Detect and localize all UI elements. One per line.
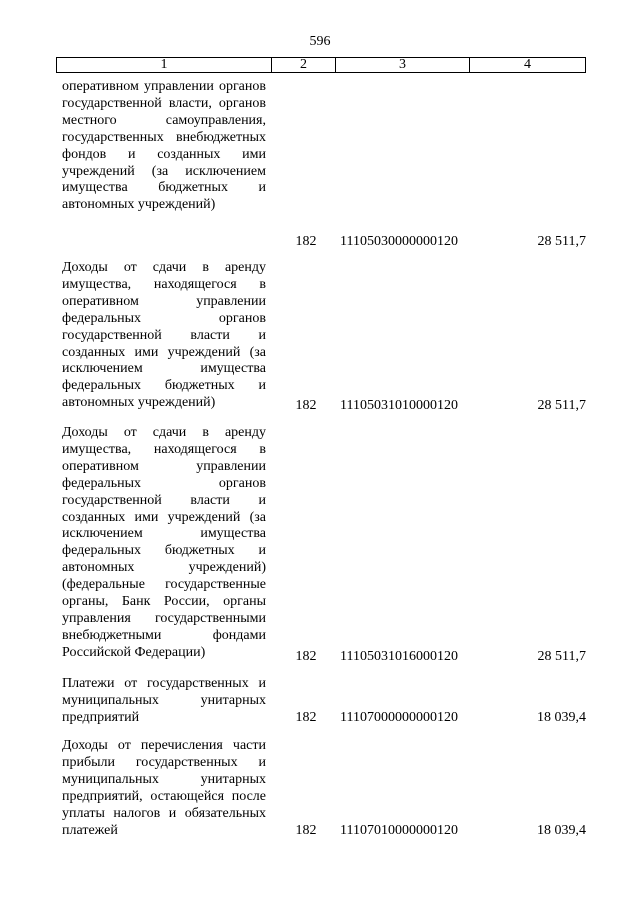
row-kbk-code: 11107010000000120	[340, 823, 458, 838]
row-kbk-code: 11105030000000120	[340, 234, 458, 249]
header-col-1: 1	[160, 57, 168, 72]
row-description: Платежи от государственных и муниципальных унитарных предприятий	[62, 676, 266, 725]
row-amount: 28 511,7	[537, 398, 586, 413]
header-col-4: 4	[469, 58, 585, 72]
row-amount: 28 511,7	[537, 234, 586, 249]
row-amount: 28 511,7	[537, 649, 586, 664]
row-amount: 18 039,4	[537, 823, 586, 838]
row-description: оперативном управлении органов государственной власти, органов местного самоуправления, государственных внебюджетных фондов и созданных ими учреждений (за исключением имущества бюджетных и автономных учреждений)	[62, 79, 266, 213]
page-number: 596	[309, 34, 331, 49]
row-description: Доходы от сдачи в аренду имущества, находящегося в оперативном управлении федеральных органов государственной власти и созданных ими учреждений (за исключением имущества федеральных бюджетных и автономных учреждений)	[62, 260, 266, 411]
row-admin-code: 182	[295, 649, 317, 664]
table-header	[56, 57, 586, 73]
row-admin-code: 182	[295, 710, 317, 725]
row-admin-code: 182	[295, 234, 317, 249]
row-kbk-code: 11105031010000120	[340, 398, 458, 413]
row-description: Доходы от сдачи в аренду имущества, находящегося в оперативном управлении федеральных органов государственной власти и созданных ими учреждений (за исключением имущества федеральных бюджетных и автономных учреждений) (федеральные государственные органы, Банк России, органы управления государственными внебюджетными фондами Российской Федерации)	[62, 425, 266, 660]
row-kbk-code: 11105031016000120	[340, 649, 458, 664]
row-description: Доходы от перечисления части прибыли государственных и муниципальных унитарных предприятий, остающейся после уплаты налогов и обязательных платежей	[62, 738, 266, 838]
row-admin-code: 182	[295, 398, 317, 413]
row-admin-code: 182	[295, 823, 317, 838]
row-kbk-code: 11107000000000120	[340, 710, 458, 725]
header-col-2: 2	[271, 58, 335, 72]
row-amount: 18 039,4	[537, 710, 586, 725]
header-col-3: 3	[335, 58, 469, 72]
